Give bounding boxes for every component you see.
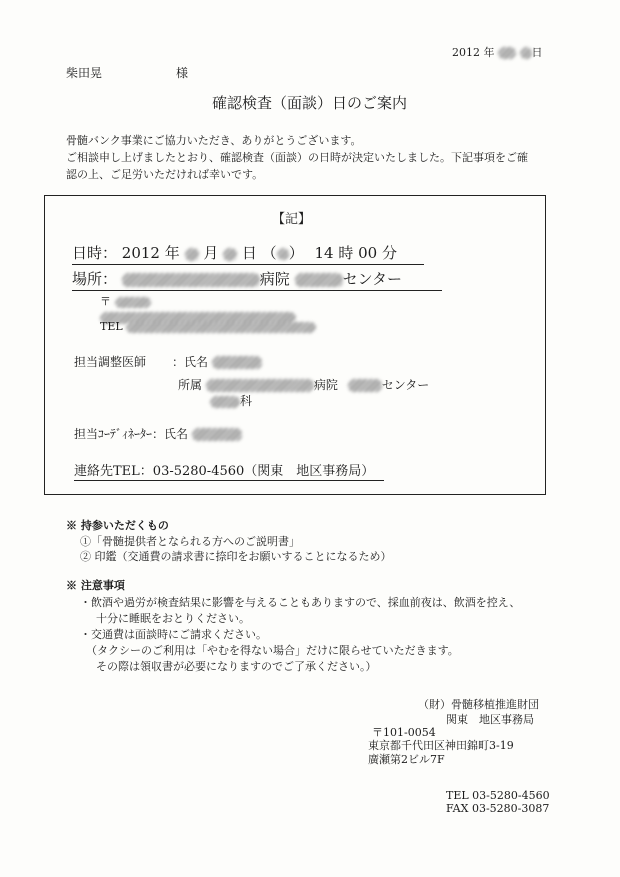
appointment-place: 場所： 病院 センター [72,268,442,291]
redacted-doctor-name [212,356,262,369]
recipient-name: 柴田晃 [66,66,103,80]
redacted-month [498,47,516,59]
redacted-affiliation-center [348,379,382,392]
redacted-department [210,396,240,408]
note-line: その際は領収書が必要になりますのでご了承ください。） [96,660,377,673]
note-line: ・交通費は面談時にご請求ください。 [80,628,267,641]
sender-org: （財）骨髄移植推進財団 [418,698,539,711]
appointment-datetime: 日時： 2012 年 月 日 （ ） 14 時 00 分 [72,242,424,265]
place-postal: 〒 [100,293,151,309]
sender-postal: 〒101-0054 [372,726,436,739]
redacted-tel [126,322,316,333]
redacted-month [185,248,199,261]
document-date: 2012 年 日 [452,46,543,59]
notice-heading: 【記】 [272,212,312,227]
doctor-name-row: ：氏名 [172,353,262,370]
intro-line-3: 認の上、ご足労いただければ幸いです。 [66,168,264,181]
sender-tel: TEL 03-5280-4560 [446,789,550,802]
bring-item: ①「骨髄提供者となられる方へのご説明書」 [80,535,300,548]
redacted-day [520,47,532,59]
intro-line-1: 骨髄バンク事業にご協力いただき、ありがとうございます。 [66,134,362,147]
redacted-day [223,248,237,261]
redacted-center [295,273,343,287]
recipient-honorific: 様 [176,66,189,80]
sender-address-2: 廣瀬第2ビル7F [368,753,445,766]
notice-box [44,195,546,495]
redacted-weekday [277,248,289,260]
bring-item: ② 印鑑（交通費の請求書に捺印をお願いすることになるため） [80,550,392,563]
sender-fax: FAX 03-5280-3087 [446,802,550,815]
contact-tel: 連絡先TEL：03-5280-4560（関東 地区事務局） [74,460,384,481]
bring-heading: ※ 持参いただくもの [66,519,169,532]
note-line: 十分に睡眠をおとりください。 [96,612,250,625]
doctor-department: 科 [210,392,252,409]
redacted-coordinator-name [192,428,242,441]
place-tel: TEL [100,320,316,333]
doctor-affiliation: 所属 病院 センター [178,378,430,392]
redacted-hospital [122,273,260,287]
note-line: （タクシーのご利用は「やむを得ない場合」だけに限らせていただきます。 [86,644,459,657]
redacted-affiliation-hospital [206,379,314,392]
redacted-postal-code [115,297,151,308]
sender-office: 関東 地区事務局 [446,713,534,726]
sender-address-1: 東京都千代田区神田錦町3-19 [368,739,514,752]
coordinator-row: 担当ｺｰﾃﾞｨﾈｰﾀｰ：氏名 [74,425,242,442]
notes-heading: ※ 注意事項 [66,579,125,592]
doctor-label: 担当調整医師 [74,355,147,369]
note-line: ・飲酒や過労が検査結果に影響を与えることもありますので、採血前夜は、飲酒を控え、 [80,596,521,609]
intro-line-2: ご相談申し上げましたとおり、確認検査（面談）の日時が決定いたしました。下記事項をご確 [66,151,528,164]
page-title: 確認検査（面談）日のご案内 [212,94,408,112]
